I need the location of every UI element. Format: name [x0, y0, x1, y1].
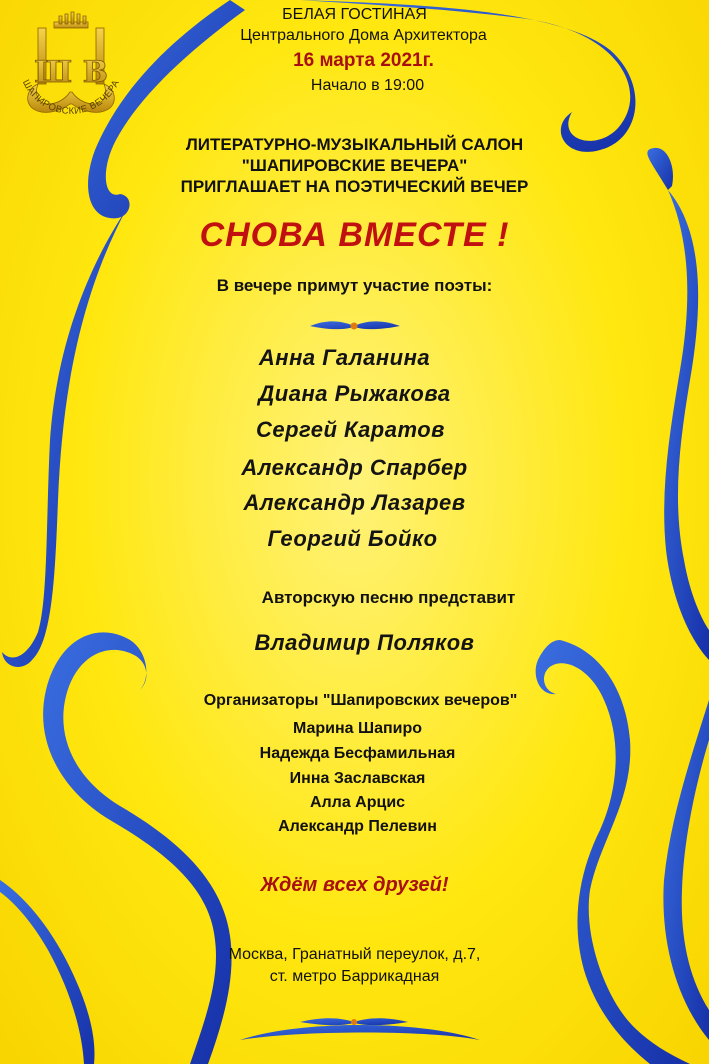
event-title: СНОВА ВМЕСТЕ !	[199, 216, 510, 254]
organizer-name: Инна Заславская	[289, 770, 426, 787]
poets-intro: В вечере примут участие поэты:	[216, 276, 493, 295]
poet-name: Георгий Бойко	[267, 526, 438, 551]
closing-message: Ждём всех друзей!	[260, 874, 449, 896]
salon-line1: ЛИТЕРАТУРНО-МУЗЫКАЛЬНЫЙ САЛОН	[185, 135, 524, 154]
logo-monogram: Ш В	[34, 55, 108, 90]
venue-sub: Центрального Дома Архитектора	[240, 27, 487, 44]
song-performer: Владимир Поляков	[254, 630, 475, 655]
swirl-bottom-arc	[240, 1025, 480, 1040]
song-intro: Авторскую песню представит	[261, 588, 516, 607]
salon-line2: "ШАПИРОВСКИЕ ВЕЧЕРА"	[241, 156, 468, 175]
organizer-name: Надежда Бесфамильная	[259, 745, 456, 762]
salon-line3: ПРИГЛАШАЕТ НА ПОЭТИЧЕСКИЙ ВЕЧЕР	[180, 177, 529, 196]
organizer-name: Алла Арцис	[309, 794, 406, 811]
event-date: 16 марта 2021г.	[293, 50, 434, 71]
poet-name: Александр Спарбер	[241, 455, 468, 480]
start-time: Начало в 19:00	[310, 77, 425, 94]
poet-name: Диана Рыжакова	[258, 381, 451, 406]
organizer-name: Марина Шапиро	[292, 720, 423, 737]
poet-name: Александр Лазарев	[243, 490, 466, 515]
address-line1: Москва, Гранатный переулок, д.7,	[228, 946, 481, 963]
logo-ring-text: ШАПИРОВСКИЕ ВЕЧЕРА	[20, 77, 122, 117]
organizers-heading: Организаторы "Шапировских вечеров"	[203, 692, 518, 709]
venue: БЕЛАЯ ГОСТИНАЯ	[282, 6, 427, 23]
address-line2: ст. метро Баррикадная	[269, 968, 440, 985]
organizer-name: Александр Пелевин	[278, 818, 437, 835]
poet-name: Сергей Каратов	[256, 417, 445, 442]
poet-name: Анна Галанина	[258, 345, 431, 370]
